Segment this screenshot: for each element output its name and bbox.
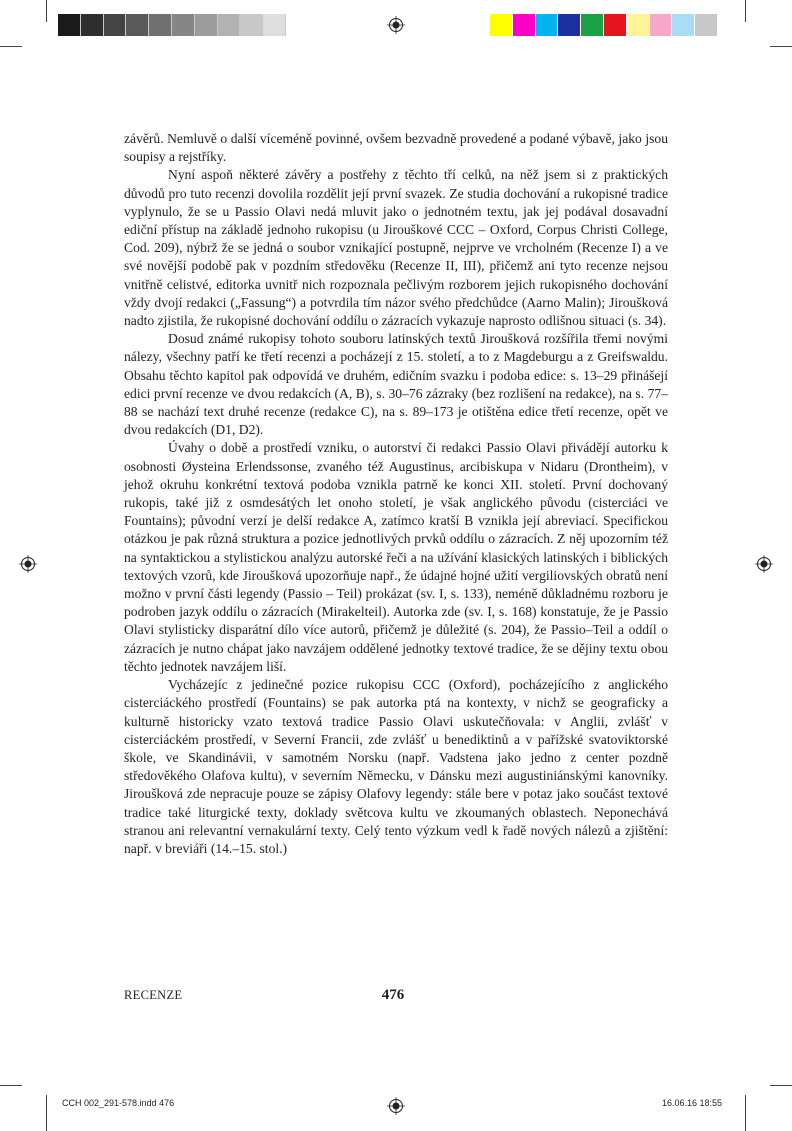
gray-swatch	[81, 14, 104, 36]
crop-mark-top-left-horizontal	[0, 46, 22, 47]
color-swatch	[650, 14, 673, 36]
color-swatch	[513, 14, 536, 36]
review-body-text	[124, 130, 668, 858]
gray-swatch	[126, 14, 149, 36]
color-swatch	[604, 14, 627, 36]
paragraph: Nyní aspoň některé závěry a postřehy z těchto tří celků, na něž jsem si z praktických důvodů pro tuto recenzi dovolila rozdělit její první svazek. Ze studia dochování a rukopisné tradice vyplynulo, že se u Passio Olavi nedá mluvit jako o jednotném textu, jak jej podával dosavadní ediční přístup na základě jednoho rukopisu (u Jirouškové CCC – Oxford, Corpus Christi College, Cod. 209), nýbrž že se jedná o soubor vznikající postupně, nejprve ve vrcholném (Recenze I) a ve své novější podobě pak v pozdním středověku (Recenze II, III), přičemž ani tyto recenze nejsou vnitřně celistvé, editorka uvnitř nich rozpoznala pečlivým rozborem jejich rukopisného dochování vždy dvojí redakci („Fassung“) a potvrdila tím názor svého předchůdce (Aarno Malin); Jiroušková nadto zjistila, že rukopisné dochování oddílu o zázracích vykazuje naprosto odlišnou situaci (s. 34).	[124, 167, 668, 329]
gray-swatch	[172, 14, 195, 36]
grayscale-calibration-bar	[58, 14, 286, 36]
registration-mark-top-icon	[387, 16, 405, 34]
color-swatch	[581, 14, 604, 36]
crop-mark-bottom-right-vertical	[745, 1095, 746, 1131]
paragraph: Úvahy o době a prostředí vzniku, o autorství či redakci Passio Olavi přivádějí autorku k osobnosti Øysteina Erlendssonse, zvaného též Augustinus, arcibiskupa v Nidaru (Drontheim), v jehož okruhu konkrétní textová podoba vznikla patrně ke konci XII. století. První dochovaný rukopis, také již z osmdesátých let onoho století, je však anglického původu (cisterciáci ve Fountains); původní verzí je delší redakce A, zatímco kratší B vznikla její abreviací. Specifickou otázkou je pak různá struktura a pozice jednotlivých prvků oddílu o zázracích. Z něj upozorním též na syntaktickou a stylistickou analýzu autorské řeči a na užívání klasických latinských i biblických textových vzorů, kde Jiroušková upozorňuje např., že údajné hojné užití vergiliovských obratů není možno v první části legendy (Passio – Teil) prokázat (sv. I, s. 133), neméně důkladnému rozboru je podroben jazyk oddílu o zázracích (Mirakelteil). Autorka zde (sv. I, s. 168) konstatuje, že je Passio Olavi stylisticky disparátní dílo více autorů, přičemž je důležité (s. 204), že Passio–Teil a oddíl o zázracích je nutno chápat jako navzájem oddělené jednotky textové tradice, že se dějiny textu obou těchto jednotek navzájem liší.	[124, 440, 668, 674]
page-number: 476	[381, 987, 405, 1003]
crop-mark-bottom-left-vertical	[46, 1095, 47, 1131]
color-swatch	[490, 14, 513, 36]
crop-mark-top-left-vertical	[46, 0, 47, 22]
crop-mark-bottom-right-horizontal	[770, 1085, 792, 1086]
slug-filename: CCH 002_291-578.indd 476	[62, 1098, 175, 1108]
gray-swatch	[58, 14, 81, 36]
crop-mark-top-right-horizontal	[770, 46, 792, 47]
gray-swatch	[240, 14, 263, 36]
crop-mark-top-right-vertical	[745, 0, 746, 22]
paragraph-continuation: závěrů. Nemluvě o další víceméně povinné, ovšem bezvadně provedené a podané výbavě, jako jsou soupisy a rejstříky.	[124, 131, 668, 165]
gray-swatch	[104, 14, 127, 36]
registration-mark-left-icon	[19, 555, 37, 573]
paragraph: Dosud známé rukopisy tohoto souboru latinských textů Jiroušková rozšířila třemi novými nálezy, všechny patří ke třetí recenzi a pocházejí z 15. století, a to z Magdeburgu a z Greifswaldu. Obsahu těchto kapitol pak odpovídá ve druhém, edičním svazku i podoba edice: s. 13–29 přinášejí edici první recenze ve dvou redakcích (A, B), s. 30–76 zázraky (bez rozlišení na redakce), na s. 77–88 se nachází text druhé recenze (redakce C), na s. 89–173 je otištěna edice třetí recenze, opět ve dvou redakcích (D1, D2).	[124, 331, 668, 438]
gray-swatch	[218, 14, 241, 36]
registration-mark-right-icon	[755, 555, 773, 573]
color-swatch	[558, 14, 581, 36]
color-swatch	[627, 14, 650, 36]
gray-swatch	[149, 14, 172, 36]
slug-timestamp: 16.06.16 18:55	[662, 1098, 723, 1108]
crop-mark-bottom-left-horizontal	[0, 1085, 22, 1086]
section-label: RECENZE	[124, 988, 183, 1002]
gray-swatch	[195, 14, 218, 36]
color-swatch	[695, 14, 718, 36]
paragraph: Vycházejíc z jedinečné pozice rukopisu CCC (Oxford), pocházejícího z anglického cisterciáckého prostředí (Fountains) se pak autorka ptá na kontexty, v nichž se geograficky a kulturně historicky vzato textová tradice Passio Olavi uskutečňovala: v Anglii, zvlášť v cisterciáckém prostředí, v Severní Francii, zde zvlášť u benediktinů a v pařížské svatoviktorské škole, ve Skandinávii, v samotném Norsku (např. Vadstena jako jedno z center pozdně středověkého Olafova kultu), v severním Německu, v Dánsku mezi augustiniánskými kanovníky. Jiroušková zde nepracuje pouze se zápisy Olafovy legendy: stále bere v potaz jako součást textové tradice také liturgické texty, doklady světcova kultu ve zkoumaných oblastech. Neponechává stranou ani relevantní vernakulární texty. Celý tento výzkum vedl k řadě nových nálezů a zjištění: např. v breviáři (14.–15. stol.)	[124, 677, 668, 856]
process-color-calibration-bar	[490, 14, 718, 36]
registration-mark-bottom-icon	[387, 1097, 405, 1115]
color-swatch	[672, 14, 695, 36]
gray-swatch	[263, 14, 286, 36]
color-swatch	[536, 14, 559, 36]
